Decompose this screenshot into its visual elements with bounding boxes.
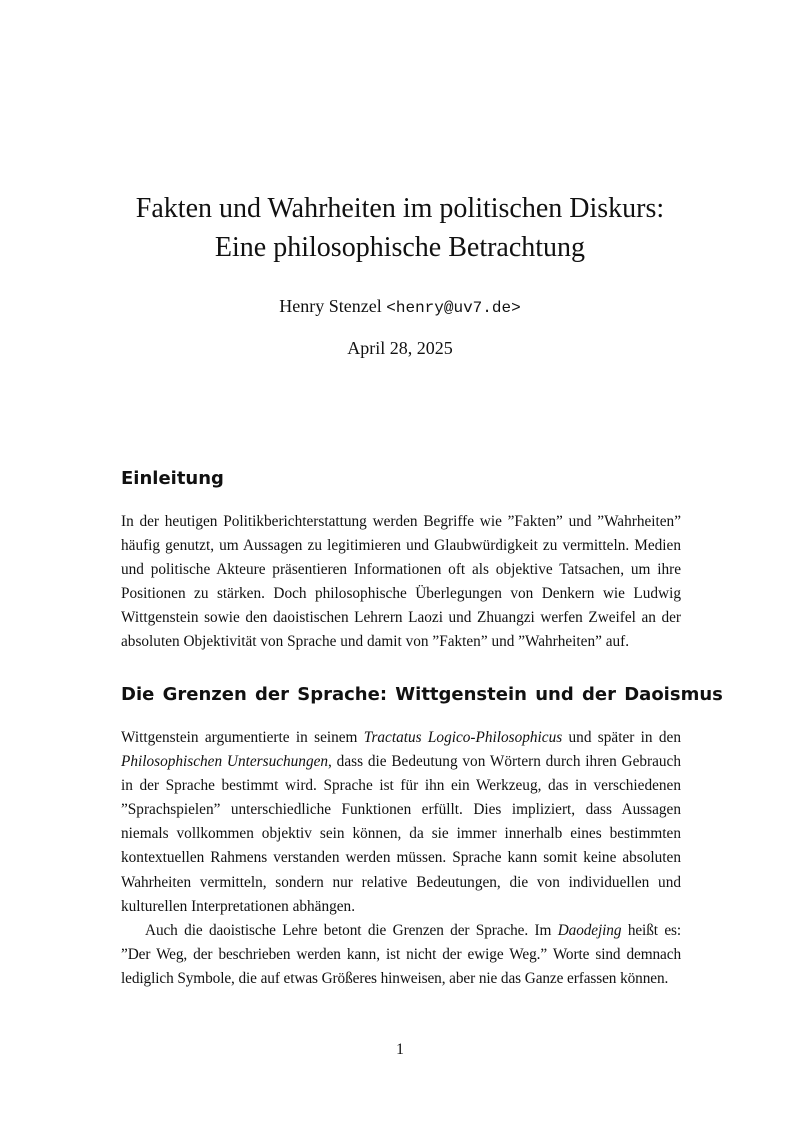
daodejing-title: Daodejing	[557, 922, 622, 939]
page-number: 1	[396, 1041, 404, 1058]
untersuchungen-title: Philosophischen Untersuchungen	[121, 753, 329, 771]
intro-paragraph: In der heutigen Politikberichterstattung werden Begriffe wie ”Fakten” und ”Wahrheiten” häufig genutzt, um Aussagen zu legitimieren und Glaubwürdigkeit zu vermitteln. Medien und politische Akteure präsentieren Informationen oft als objektive Tatsachen, um ihre Positionen zu stärken. Doch philosophische Überlegungen von Denkern wie Ludwig Wittgenstein sowie den daoistischen Lehrern Laozi und Zhuangzi werfen Zweifel an der absoluten Objektivität von Sprache und damit von ”Fakten” und ”Wahrheiten” auf.	[121, 513, 681, 651]
author-email[interactable]: <henry@uv7.de>	[386, 299, 521, 317]
tractatus-title: Tractatus Logico-Philosophicus	[363, 729, 563, 746]
wittgenstein-paragraph	[121, 726, 681, 919]
text-run: Wittgenstein argumentierte in seinem	[121, 729, 364, 746]
author-line	[0, 294, 800, 320]
title-line-2: Eine philosophische Betrachtung	[214, 232, 586, 263]
text-run: Auch die daoistische Lehre betont die Grenzen der Sprache. Im	[145, 922, 558, 939]
section-heading-intro: Einleitung	[121, 468, 224, 489]
daoism-paragraph	[121, 919, 681, 991]
text-run: und später in den	[562, 729, 681, 746]
section-heading-language-limits: Die Grenzen der Sprache: Wittgenstein und der Daoismus	[121, 684, 723, 705]
text-run: heißt es: ”Der Weg, der beschrieben werden kann, ist nicht der ewige Weg.” Worte sind demnach lediglich Symbole, die auf etwas Größeres hinweisen, aber nie das Ganze erfassen können.	[121, 922, 682, 988]
document-date: April 28, 2025	[347, 338, 453, 358]
title-line-1: Fakten und Wahrheiten im politischen Diskurs:	[135, 193, 665, 224]
text-run: , dass die Bedeutung von Wörtern durch ihren Gebrauch in der Sprache bestimmt wird. Sprache ist für ihn ein Werkzeug, das in verschiedenen ”Sprachspielen” unterschiedliche Funktionen erfüllt. Dies impliziert, dass Aussagen niemals vollkommen objektiv sein können, da sie immer innerhalb eines bestimmten kontextuellen Rahmens verstanden werden müssen. Sprache kann somit keine absoluten Wahrheiten vermitteln, sondern nur relative Bedeutungen, die von individuellen und kulturellen Interpretationen abhängen.	[121, 753, 681, 915]
author-name: Henry Stenzel	[279, 296, 382, 316]
